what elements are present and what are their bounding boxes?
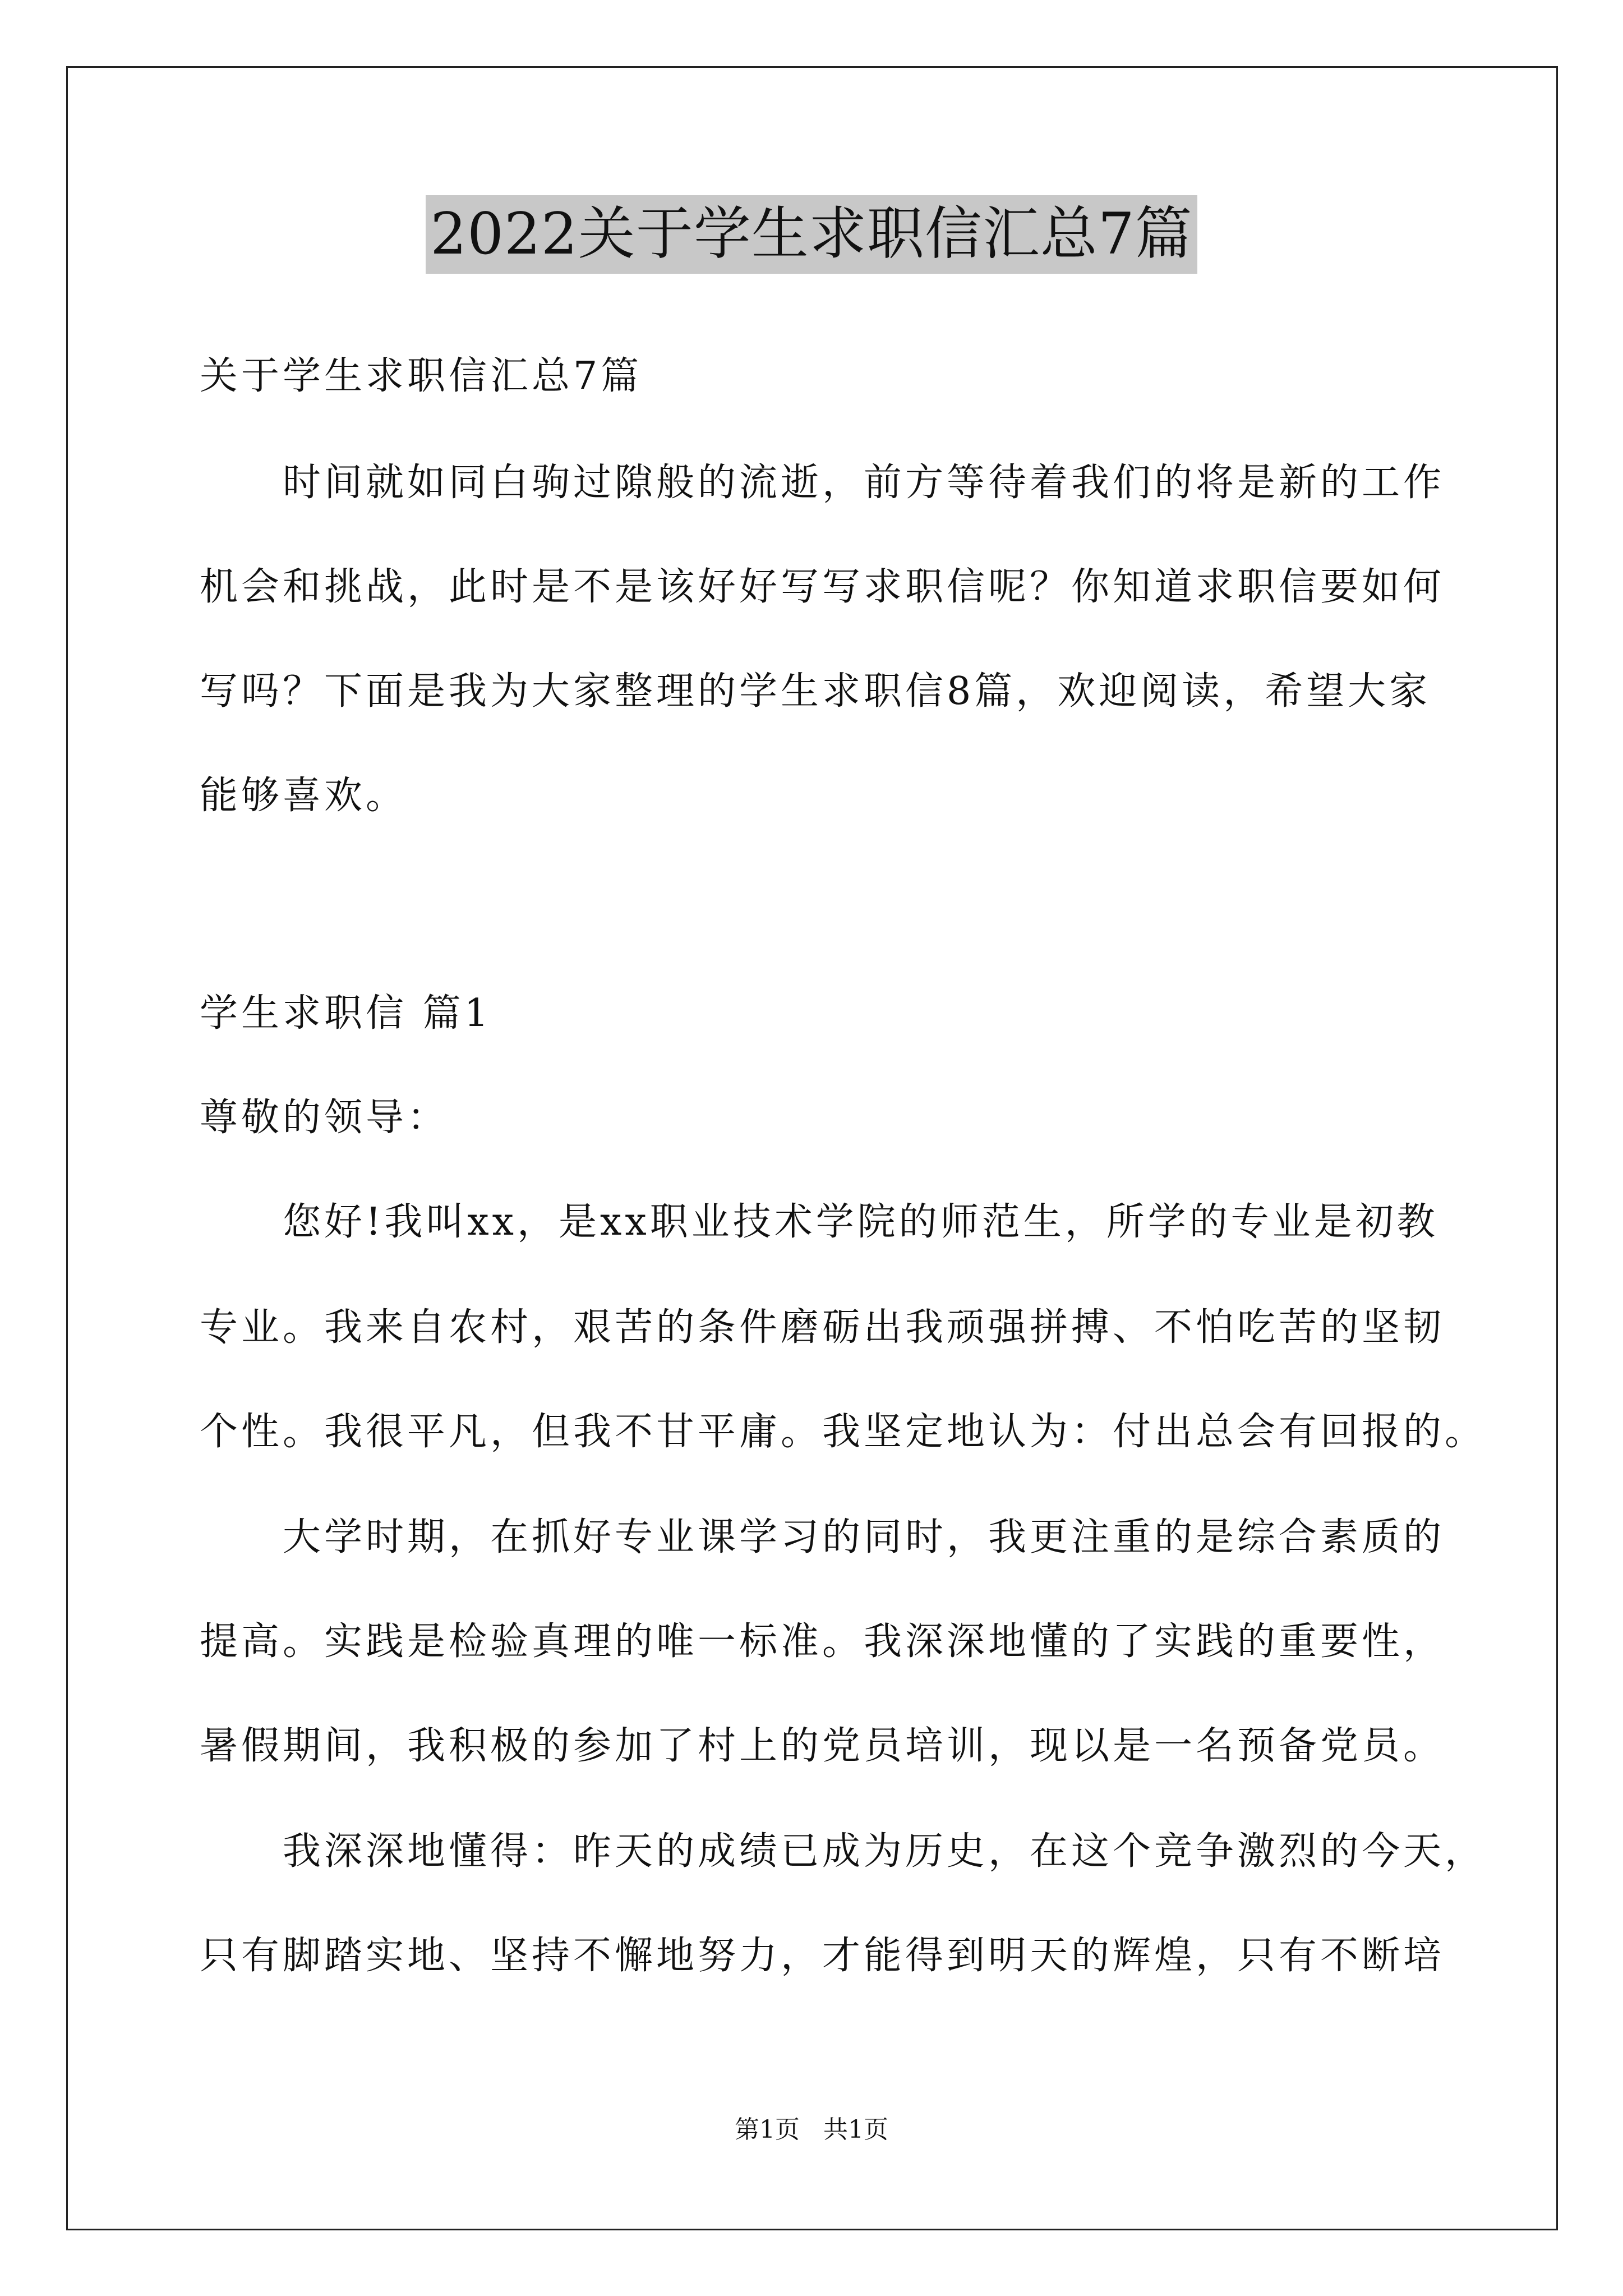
intro-line: 机会和挑战，此时是不是该好好写写求职信呢？你知道求职信要如何 [200,565,1445,609]
page-number: 第1页 [735,2115,800,2144]
intro-line: 能够喜欢。 [200,774,408,818]
body-line: 大学时期，在抓好专业课学习的同时，我更注重的是综合素质的 [283,1515,1445,1559]
section-heading: 学生求职信 篇1 [200,991,492,1036]
intro-line: 写吗？下面是我为大家整理的学生求职信8篇，欢迎阅读，希望大家 [200,669,1431,714]
document-title: 2022关于学生求职信汇总7篇 [426,195,1197,274]
title-container [0,195,1623,274]
body-line: 专业。我来自农村，艰苦的条件磨砺出我顽强拼搏、不怕吃苦的坚韧 [200,1305,1445,1350]
body-line: 个性。我很平凡，但我不甘平庸。我坚定地认为：付出总会有回报的。 [200,1410,1487,1454]
body-line: 只有脚踏实地、坚持不懈地努力，才能得到明天的辉煌，只有不断培 [200,1934,1445,1978]
page-footer [0,2113,1623,2147]
salutation: 尊敬的领导： [200,1096,449,1140]
intro-line: 时间就如同白驹过隙般的流逝，前方等待着我们的将是新的工作 [283,461,1445,505]
document-subtitle: 关于学生求职信汇总7篇 [200,354,643,398]
body-line: 我深深地懂得：昨天的成绩已成为历史，在这个竞争激烈的今天， [283,1829,1487,1874]
body-line: 暑假期间，我积极的参加了村上的党员培训，现以是一名预备党员。 [200,1724,1445,1768]
body-line: 提高。实践是检验真理的唯一标准。我深深地懂的了实践的重要性， [200,1619,1445,1664]
page-total: 共1页 [823,2115,888,2144]
body-line: 您好!我叫xx，是xx职业技术学院的师范生，所学的专业是初教 [283,1200,1438,1244]
